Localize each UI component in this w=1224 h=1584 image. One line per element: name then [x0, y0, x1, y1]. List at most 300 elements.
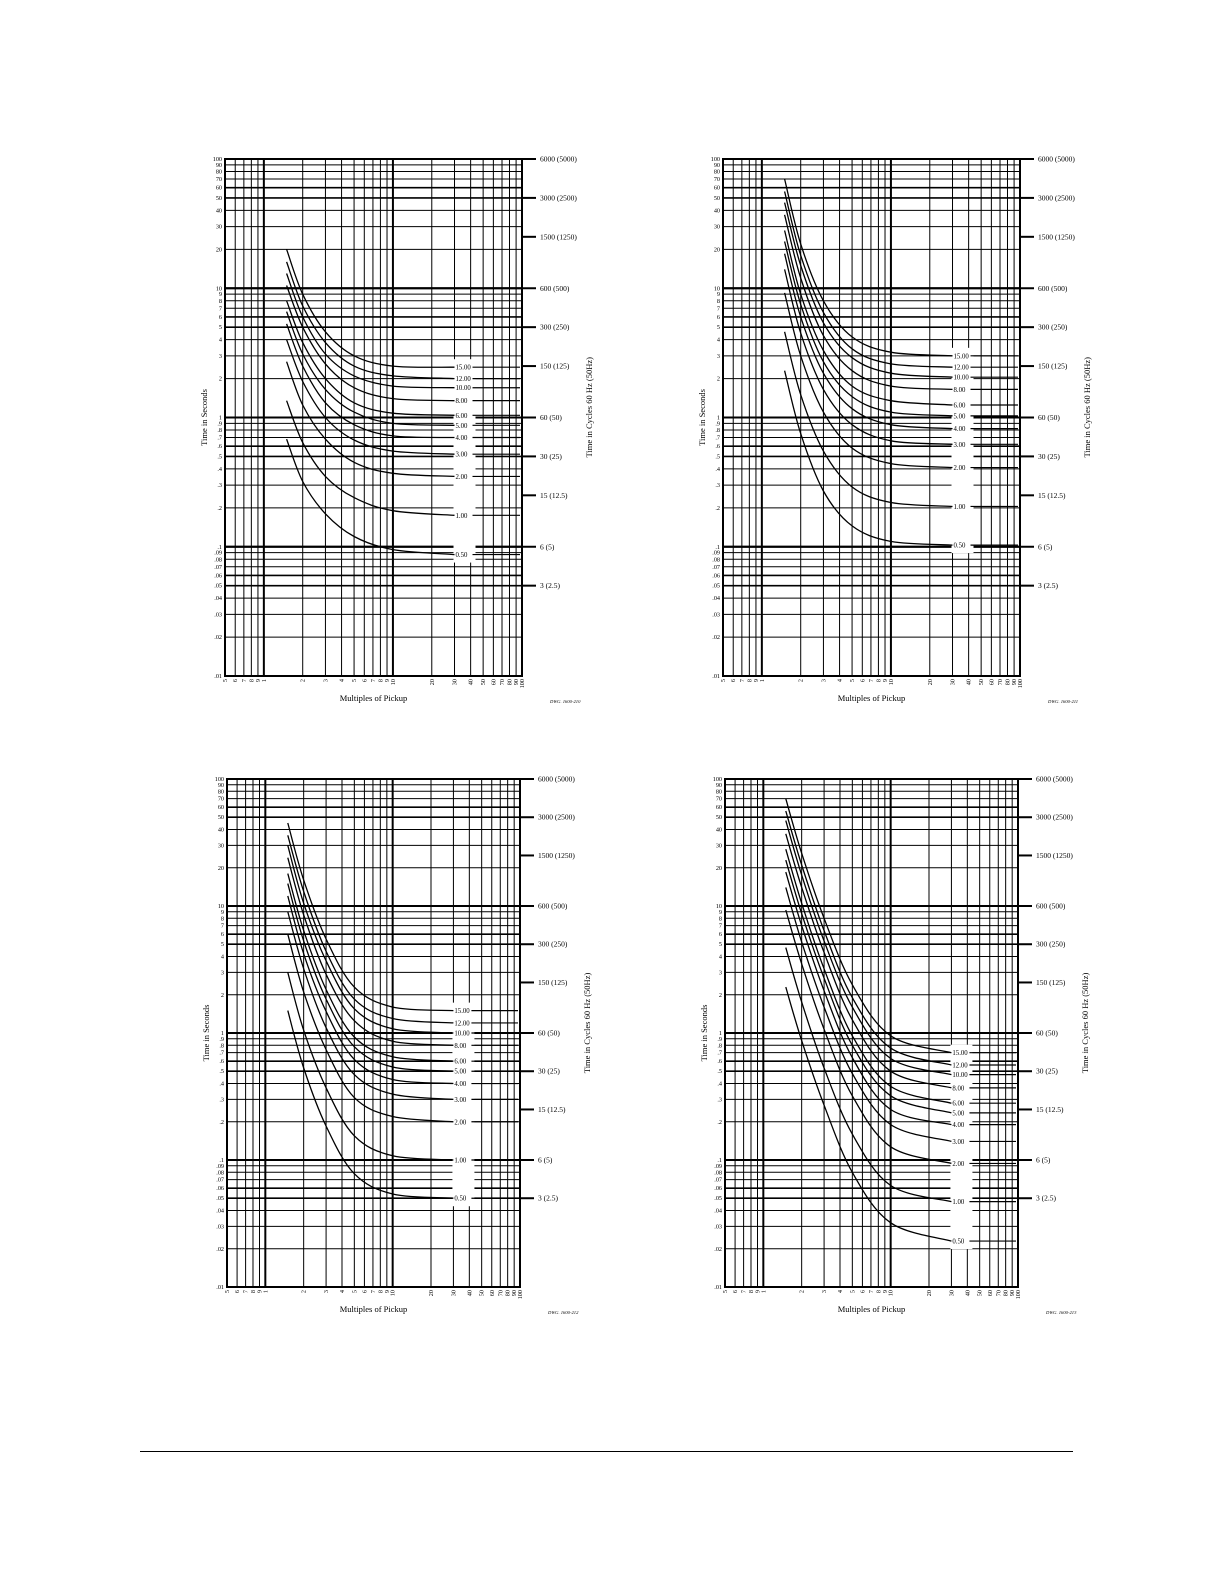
right-tick-label: 15 (12.5) [538, 1104, 566, 1114]
y-tick-label: .08 [714, 1169, 722, 1177]
x-tick-label: 6 [361, 679, 369, 683]
curve-label: 0.50 [952, 1238, 965, 1246]
x-tick-label: 40 [467, 679, 475, 686]
x-tick-label: 50 [480, 679, 488, 686]
y-tick-label: 4 [718, 953, 722, 961]
x-tick-label: 6 [732, 1290, 740, 1294]
x-tick-label: 1 [262, 1290, 270, 1294]
y-tick-label: .2 [717, 1118, 722, 1126]
curve-label: 6.00 [953, 402, 966, 410]
x-tick-label: 7 [740, 1290, 748, 1294]
y-tick-label: 100 [212, 156, 222, 163]
y-tick-label: .07 [712, 563, 720, 571]
time-dial-curve [287, 262, 455, 379]
y-tick-label: 50 [713, 194, 720, 202]
right-tick-label: 30 (25) [538, 1066, 560, 1076]
right-tick-label: 300 (250) [1038, 322, 1068, 332]
y-tick-label: 20 [715, 864, 722, 872]
right-tick-label: 1500 (1250) [1036, 850, 1073, 860]
x-tick-label: 7 [240, 679, 248, 683]
x-tick-label: 5 [849, 679, 857, 683]
chart-3 [201, 775, 592, 1316]
right-tick-label: 600 (500) [538, 901, 568, 911]
x-axis-label: Multiples of Pickup [837, 1304, 906, 1314]
right-tick-label: 3000 (2500) [538, 812, 575, 822]
time-dial-curve [786, 849, 952, 1103]
y-tick-label: .05 [214, 582, 222, 590]
x-tick-label: 5 [224, 1290, 231, 1294]
y-tick-label: 40 [217, 826, 224, 834]
right-tick-label: 600 (500) [1038, 283, 1068, 293]
x-tick-label: 30 [948, 1290, 956, 1297]
right-tick-label: 15 (12.5) [1038, 490, 1066, 500]
y-tick-label: .4 [715, 465, 720, 473]
y-tick-label: .8 [219, 1042, 224, 1050]
curve-label: 6.00 [455, 412, 468, 420]
x-tick-label: 4 [338, 1290, 346, 1294]
curve-label: 4.00 [455, 435, 468, 443]
y-tick-label: 7 [218, 305, 222, 313]
x-tick-label: 30 [949, 679, 957, 686]
x-tick-label: 6 [361, 1290, 369, 1294]
y-tick-label: 30 [217, 842, 224, 850]
right-tick-label: 150 (125) [1036, 977, 1066, 987]
y-tick-label: .03 [216, 1223, 224, 1231]
y-tick-label: .03 [714, 1223, 722, 1231]
x-tick-label: 8 [248, 679, 256, 683]
curve-label: 3.00 [455, 451, 468, 459]
y-tick-label: .04 [216, 1207, 224, 1215]
drawing-number: DWG. 1600-211 [1048, 699, 1079, 704]
curve-label: 3.00 [454, 1096, 467, 1104]
x-tick-label: 8 [875, 679, 883, 683]
y-tick-label: 6 [218, 313, 222, 321]
y-tick-label: 9 [220, 908, 224, 916]
y-tick-label: 70 [215, 176, 222, 184]
curve-label: 6.00 [952, 1100, 965, 1108]
right-tick-label: 1500 (1250) [1038, 232, 1075, 242]
y-tick-label: 60 [713, 184, 720, 192]
curve-label: 1.00 [953, 503, 966, 511]
right-tick-label: 6 (5) [538, 1155, 553, 1165]
x-tick-label: 9 [754, 1290, 762, 1294]
y-tick-label: 7 [716, 305, 720, 313]
y-tick-label: 2 [220, 991, 224, 999]
y-tick-label: .7 [715, 434, 720, 442]
y-tick-label: 5 [716, 324, 720, 332]
x-tick-label: 40 [964, 1290, 972, 1297]
x-tick-label: 8 [875, 1290, 883, 1294]
right-tick-label: 60 (50) [540, 413, 562, 422]
y-tick-label: 30 [215, 223, 222, 231]
y-tick-label: 5 [718, 941, 722, 949]
y-tick-label: 90 [713, 161, 720, 169]
y-tick-label: .09 [714, 1162, 722, 1170]
time-dial-curve [786, 860, 952, 1113]
y-axis-label: Time in Seconds [699, 1004, 709, 1062]
x-tick-label: 6 [234, 1290, 242, 1294]
curve-label: 12.00 [454, 1020, 470, 1028]
y-tick-label: .2 [219, 1118, 224, 1126]
curve-label: 5.00 [454, 1068, 467, 1076]
y-tick-label: .04 [712, 595, 720, 603]
curve-label: 15.00 [953, 353, 969, 361]
curve-label: 2.00 [952, 1160, 965, 1168]
curve-label: 10.00 [953, 374, 969, 382]
curve-label: 8.00 [952, 1085, 965, 1093]
y-axis-label: Time in Seconds [199, 389, 209, 446]
x-tick-label: 20 [428, 679, 436, 686]
x-tick-label: 10 [887, 679, 895, 686]
x-tick-label: 6 [859, 1290, 867, 1294]
y-tick-label: .3 [717, 1096, 722, 1104]
y-tick-label: 1 [218, 414, 222, 422]
x-tick-label: 9 [881, 1290, 889, 1294]
y-tick-label: 100 [214, 776, 224, 783]
right-tick-label: 3000 (2500) [540, 193, 577, 203]
time-dial-curve [785, 242, 953, 416]
y-tick-label: 80 [215, 168, 222, 176]
x-tick-label: 60 [986, 1290, 994, 1297]
x-tick-label: 5 [722, 1290, 729, 1294]
x-tick-label: 7 [738, 679, 746, 683]
y-tick-label: .08 [216, 1169, 224, 1177]
x-tick-label: 2 [797, 679, 805, 683]
y-tick-label: .2 [217, 504, 222, 512]
right-tick-label: 300 (250) [540, 322, 570, 332]
y-tick-label: .02 [714, 1245, 722, 1253]
curve-label: 10.00 [952, 1072, 968, 1080]
x-tick-label: 60 [488, 1290, 496, 1297]
x-tick-label: 20 [427, 1290, 435, 1297]
time-dial-curve [786, 948, 952, 1202]
y-tick-label: 3 [718, 969, 722, 977]
y-tick-label: 100 [712, 776, 722, 783]
x-tick-label: 2 [798, 1290, 806, 1294]
x-tick-label: 2 [300, 1290, 308, 1294]
y-tick-label: .9 [219, 1035, 224, 1043]
y-tick-label: .05 [712, 582, 720, 590]
y-tick-label: .05 [216, 1195, 224, 1203]
x-tick-label: 6 [232, 679, 240, 683]
chart-1 [199, 155, 594, 705]
x-tick-label: 40 [466, 1290, 474, 1297]
right-tick-label: 300 (250) [1036, 939, 1066, 949]
y-tick-label: .08 [712, 556, 720, 564]
x-tick-label: 1 [760, 1290, 768, 1294]
x-tick-label: 7 [369, 1290, 377, 1294]
x-tick-label: 8 [746, 679, 754, 683]
x-tick-label: 5 [351, 679, 359, 683]
y-tick-label: .9 [717, 1035, 722, 1043]
y-tick-label: 90 [215, 161, 222, 169]
y2-axis-label: Time in Cycles 60 Hz (50Hz) [1082, 357, 1092, 458]
x-tick-label: 100 [519, 679, 526, 689]
right-tick-label: 600 (500) [540, 283, 570, 293]
chart-2 [697, 155, 1092, 705]
y-tick-label: .7 [219, 1049, 224, 1057]
curve-label: 8.00 [455, 398, 468, 406]
y-tick-label: .06 [714, 1185, 722, 1193]
x-tick-label: 4 [836, 679, 844, 683]
curve-label: 10.00 [455, 385, 471, 393]
y-tick-label: 2 [716, 375, 720, 383]
right-tick-label: 30 (25) [540, 451, 562, 461]
y-tick-label: 1 [716, 414, 720, 422]
y-tick-label: 20 [713, 246, 720, 254]
x-tick-label: 40 [965, 679, 973, 686]
x-tick-label: 100 [517, 1290, 524, 1300]
y-tick-label: 6 [220, 931, 224, 939]
x-tick-label: 6 [730, 679, 738, 683]
y-tick-label: .02 [712, 634, 720, 642]
y-tick-label: 9 [716, 291, 720, 299]
y-tick-label: 2 [218, 375, 222, 383]
curve-label: 12.00 [953, 364, 969, 372]
x-tick-label: 7 [867, 679, 875, 683]
y-tick-label: 40 [215, 207, 222, 215]
x-tick-label: 3 [323, 1290, 331, 1294]
y-tick-label: .9 [217, 420, 222, 428]
y-tick-label: .03 [214, 611, 222, 619]
drawing-number: DWG. 1600-213 [1046, 1310, 1077, 1315]
y-tick-label: 8 [716, 297, 720, 305]
y-tick-label: 6 [716, 313, 720, 321]
right-tick-label: 60 (50) [1038, 413, 1060, 422]
y-tick-label: .4 [217, 465, 222, 473]
y-tick-label: .7 [717, 1049, 722, 1057]
curve-label: 0.50 [953, 542, 966, 550]
x-tick-label: 90 [511, 1290, 519, 1297]
x-tick-label: 70 [997, 679, 1005, 686]
y-tick-label: .03 [712, 611, 720, 619]
y-tick-label: 4 [218, 336, 222, 344]
curve-label: 15.00 [455, 364, 471, 372]
y-tick-label: .5 [217, 453, 222, 461]
curve-label: 12.00 [455, 376, 471, 384]
right-tick-label: 60 (50) [538, 1028, 560, 1038]
y2-axis-label: Time in Cycles 60 Hz (50Hz) [584, 357, 594, 458]
time-dial-curve [786, 834, 952, 1088]
x-axis-label: Multiples of Pickup [339, 1304, 408, 1314]
curve-label: 1.00 [952, 1199, 965, 1207]
x-tick-label: 10 [389, 679, 397, 686]
y-tick-label: 50 [715, 814, 722, 822]
y-tick-label: 4 [716, 336, 720, 344]
x-tick-label: 60 [988, 679, 996, 686]
y-tick-label: .07 [216, 1176, 224, 1184]
y-tick-label: 10 [215, 285, 222, 293]
y-tick-label: 3 [716, 352, 720, 360]
y-tick-label: .05 [714, 1195, 722, 1203]
chart-4 [699, 775, 1090, 1316]
y-tick-label: 8 [218, 297, 222, 305]
y-axis-label: Time in Seconds [201, 1004, 211, 1062]
curve-label: 5.00 [953, 413, 966, 421]
x-tick-label: 70 [995, 1290, 1003, 1297]
x-tick-label: 1 [260, 679, 268, 683]
y-tick-label: 2 [718, 991, 722, 999]
x-tick-label: 70 [497, 1290, 505, 1297]
curve-label: 10.00 [454, 1030, 470, 1038]
x-tick-label: 8 [249, 1290, 257, 1294]
y-tick-label: .3 [715, 482, 720, 490]
x-tick-label: 8 [377, 679, 385, 683]
time-dial-curve [287, 312, 455, 426]
right-tick-label: 1500 (1250) [540, 232, 577, 242]
y-tick-label: .09 [214, 549, 222, 557]
y-tick-label: 70 [713, 176, 720, 184]
y2-axis-label: Time in Cycles 60 Hz (50Hz) [582, 972, 592, 1074]
right-tick-label: 30 (25) [1036, 1066, 1058, 1076]
drawing-number: DWG. 1600-210 [550, 699, 581, 704]
y-tick-label: 9 [218, 291, 222, 299]
y-tick-label: .5 [715, 453, 720, 461]
x-tick-label: 7 [369, 679, 377, 683]
x-tick-label: 80 [1004, 679, 1012, 686]
right-tick-label: 3000 (2500) [1038, 193, 1075, 203]
y-tick-label: .1 [219, 1157, 224, 1164]
x-tick-label: 5 [222, 679, 229, 683]
y-tick-label: .4 [717, 1080, 722, 1088]
curve-label: 5.00 [952, 1110, 965, 1118]
curve-label: 3.00 [953, 441, 966, 449]
right-tick-label: 6000 (5000) [538, 774, 575, 784]
right-tick-label: 6 (5) [1038, 542, 1053, 552]
y-tick-label: 7 [718, 922, 722, 930]
y-tick-label: 100 [710, 156, 720, 163]
x-tick-label: 80 [1002, 1290, 1010, 1297]
drawing-number: DWG. 1600-212 [548, 1310, 579, 1315]
x-tick-label: 7 [242, 1290, 250, 1294]
right-tick-label: 30 (25) [1038, 451, 1060, 461]
y2-axis-label: Time in Cycles 60 Hz (50Hz) [1080, 972, 1090, 1074]
y-tick-label: 4 [220, 953, 224, 961]
y-tick-label: 10 [217, 903, 224, 910]
curve-label: 4.00 [454, 1081, 467, 1089]
curve-label: 3.00 [952, 1138, 965, 1146]
y-tick-label: .02 [216, 1245, 224, 1253]
y-tick-label: .08 [214, 556, 222, 564]
x-tick-label: 9 [383, 1290, 391, 1294]
y-tick-label: 60 [217, 804, 224, 812]
y-tick-label: .04 [714, 1207, 722, 1215]
x-tick-label: 9 [384, 679, 392, 683]
curve-label: 6.00 [454, 1058, 467, 1066]
curve-label: 5.00 [455, 422, 468, 430]
x-tick-label: 4 [338, 679, 346, 683]
y-tick-label: 9 [718, 908, 722, 916]
y-tick-label: 50 [217, 814, 224, 822]
x-tick-label: 50 [478, 1290, 486, 1297]
right-tick-label: 3 (2.5) [1036, 1193, 1056, 1203]
y-tick-label: .4 [219, 1080, 224, 1088]
y-tick-label: 40 [713, 207, 720, 215]
y-tick-label: 10 [713, 285, 720, 293]
x-tick-label: 7 [867, 1290, 875, 1294]
y-tick-label: 90 [217, 781, 224, 789]
x-tick-label: 3 [322, 679, 330, 683]
y-tick-label: 3 [220, 969, 224, 977]
x-tick-label: 20 [926, 679, 934, 686]
y-tick-label: 10 [715, 903, 722, 910]
y-tick-label: 80 [715, 788, 722, 796]
x-tick-label: 9 [882, 679, 890, 683]
y-tick-label: .06 [216, 1185, 224, 1193]
y-tick-label: 80 [217, 788, 224, 796]
y-tick-label: .01 [216, 1284, 224, 1291]
time-dial-curve [786, 872, 952, 1125]
time-dial-curve [786, 910, 952, 1163]
right-tick-label: 6000 (5000) [540, 154, 577, 164]
y-tick-label: .01 [712, 673, 720, 680]
y-tick-label: 50 [215, 194, 222, 202]
y-tick-label: 90 [715, 781, 722, 789]
curve-label: 4.00 [952, 1122, 965, 1130]
right-tick-label: 300 (250) [538, 939, 568, 949]
x-tick-label: 1 [758, 679, 766, 683]
curve-label: 2.00 [455, 473, 468, 481]
x-tick-label: 100 [1015, 1290, 1022, 1300]
x-tick-label: 10 [887, 1290, 895, 1297]
y-tick-label: .6 [715, 443, 720, 451]
curve-label: 8.00 [454, 1042, 467, 1050]
right-tick-label: 3 (2.5) [538, 1193, 558, 1203]
x-tick-label: 30 [451, 679, 459, 686]
right-tick-label: 1500 (1250) [538, 850, 575, 860]
right-tick-label: 3000 (2500) [1036, 812, 1073, 822]
x-axis-label: Multiples of Pickup [837, 693, 906, 703]
y-tick-label: 1 [718, 1030, 722, 1037]
curve-label: 4.00 [953, 426, 966, 434]
x-tick-label: 90 [1011, 679, 1019, 686]
x-tick-label: 20 [925, 1290, 933, 1297]
right-tick-label: 150 (125) [540, 361, 570, 371]
y-tick-label: 60 [715, 804, 722, 812]
y-tick-label: 7 [220, 922, 224, 930]
x-tick-label: 5 [351, 1290, 359, 1294]
right-tick-label: 6 (5) [540, 542, 555, 552]
x-tick-label: 8 [377, 1290, 385, 1294]
y-tick-label: 5 [218, 324, 222, 332]
right-tick-label: 6000 (5000) [1036, 774, 1073, 784]
right-tick-label: 6 (5) [1036, 1155, 1051, 1165]
x-tick-label: 9 [254, 679, 262, 683]
curve-label: 8.00 [953, 386, 966, 394]
y-tick-label: .1 [715, 543, 720, 551]
y-tick-label: 5 [220, 941, 224, 949]
y-tick-label: .8 [217, 427, 222, 435]
y-tick-label: .01 [214, 673, 222, 680]
y-tick-label: .3 [217, 482, 222, 490]
x-tick-label: 9 [256, 1290, 264, 1294]
y-tick-label: .09 [216, 1162, 224, 1170]
y-tick-label: .06 [712, 572, 720, 580]
curve-label: 0.50 [454, 1195, 467, 1203]
y-tick-label: .01 [714, 1284, 722, 1291]
time-dial-curve [786, 821, 952, 1075]
x-tick-label: 6 [859, 679, 867, 683]
time-dial-curve [785, 203, 953, 378]
curve-label: 0.50 [455, 552, 468, 560]
time-dial-curve [785, 192, 953, 368]
y-axis-label: Time in Seconds [697, 389, 707, 446]
x-tick-label: 2 [299, 679, 307, 683]
y-tick-label: .5 [717, 1068, 722, 1076]
x-tick-label: 9 [752, 679, 760, 683]
right-tick-label: 3 (2.5) [540, 581, 560, 591]
y-tick-label: 3 [218, 352, 222, 360]
